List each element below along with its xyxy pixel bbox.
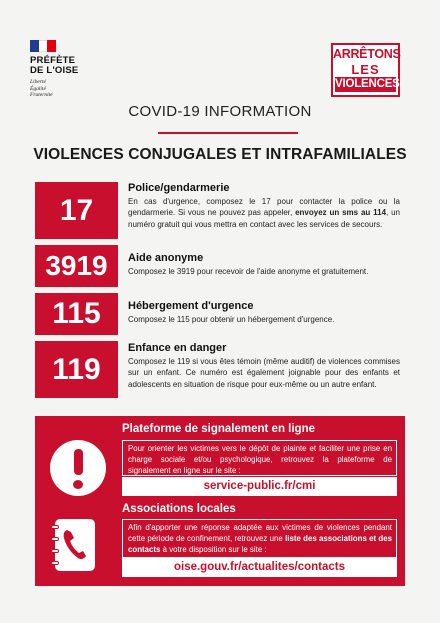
entry-enfance [128,342,400,390]
prefecture-name-line-2: DE L'OISE [30,65,79,76]
motto-fraternite: Fraternité [30,92,53,98]
entry-police-text: En cas d'urgence, composez le 17 pour contacter la police ou la gendarmerie. Si vous ne pouvez pas appeler, envoyez un sms au 114, un numéro gratuit qui vous mettra en contact avec les services de secours. [128,197,400,229]
logo-line-1: ARRÊTONS [333,47,401,61]
prefecture-name-line-1: PRÉFÈTE [30,55,76,66]
number-badge-3919: 3919 [35,245,118,287]
associations-text-box [122,519,397,558]
page-subtitle: COVID-19 INFORMATION [128,103,312,120]
number-badge-119: 119 [35,341,118,398]
motto-liberte: Liberté [30,79,46,85]
logo-line-2: LES [351,62,380,77]
entry-aide-anonyme [128,252,400,277]
associations-link[interactable]: oise.gouv.fr/actualites/contacts [122,558,397,577]
associations-title: Associations locales [122,503,236,515]
platform-link[interactable]: service-public.fr/cmi [122,477,397,496]
logo-line-3: VIOLENCES [335,78,400,90]
platform-text: Pour orienter les victimes vers le dépôt de plainte et faciliter une prise en charge sociale et/ou psychologique, retrouvez la plateforme de signalement en ligne sur le site : [128,444,392,475]
entry-aide-anonyme-title: Aide anonyme [128,252,204,264]
title-divider [158,132,298,134]
number-badge-17: 17 [35,182,118,239]
entry-hebergement [128,300,400,325]
page-title: VIOLENCES CONJUGALES ET INTRAFAMILIALES [33,146,407,163]
entry-police-title: Police/gendarmerie [128,182,230,194]
phone-book-icon [55,519,95,571]
entry-hebergement-text: Composez le 115 pour obtenir un hébergement d'urgence. [128,315,335,324]
republic-motto [30,79,120,99]
prefecture-logo [30,40,120,99]
phone-icon [61,527,89,561]
entry-hebergement-title: Hébergement d'urgence [128,300,254,312]
motto-egalite: Égalité [30,85,46,92]
entry-police [128,182,400,230]
entry-aide-anonyme-text: Composez le 3919 pour recevoir de l'aide anonyme et gratuitement. [128,267,369,276]
platform-text-box [122,440,397,476]
entry-enfance-text: Composez le 119 si vous êtes témoin (même auditif) de violences commises sur un enfant. Ce numéro est également joignable pour des enfants et adolescents en situation de risque pour eux-même ou un autre enfant. [128,357,400,389]
number-badge-115: 115 [35,293,118,335]
entry-enfance-title: Enfance en danger [128,342,227,354]
platform-title: Plateforme de signalement en ligne [122,423,315,435]
exclamation-icon [50,440,106,496]
associations-text: Afin d'apporter une réponse adaptée aux victimes de violences pendant cette période de confinement, retrouvez une liste des associations et des contacts à votre disposition sur le site : [128,523,392,554]
french-flag-icon [30,40,56,52]
campaign-logo [331,43,400,97]
